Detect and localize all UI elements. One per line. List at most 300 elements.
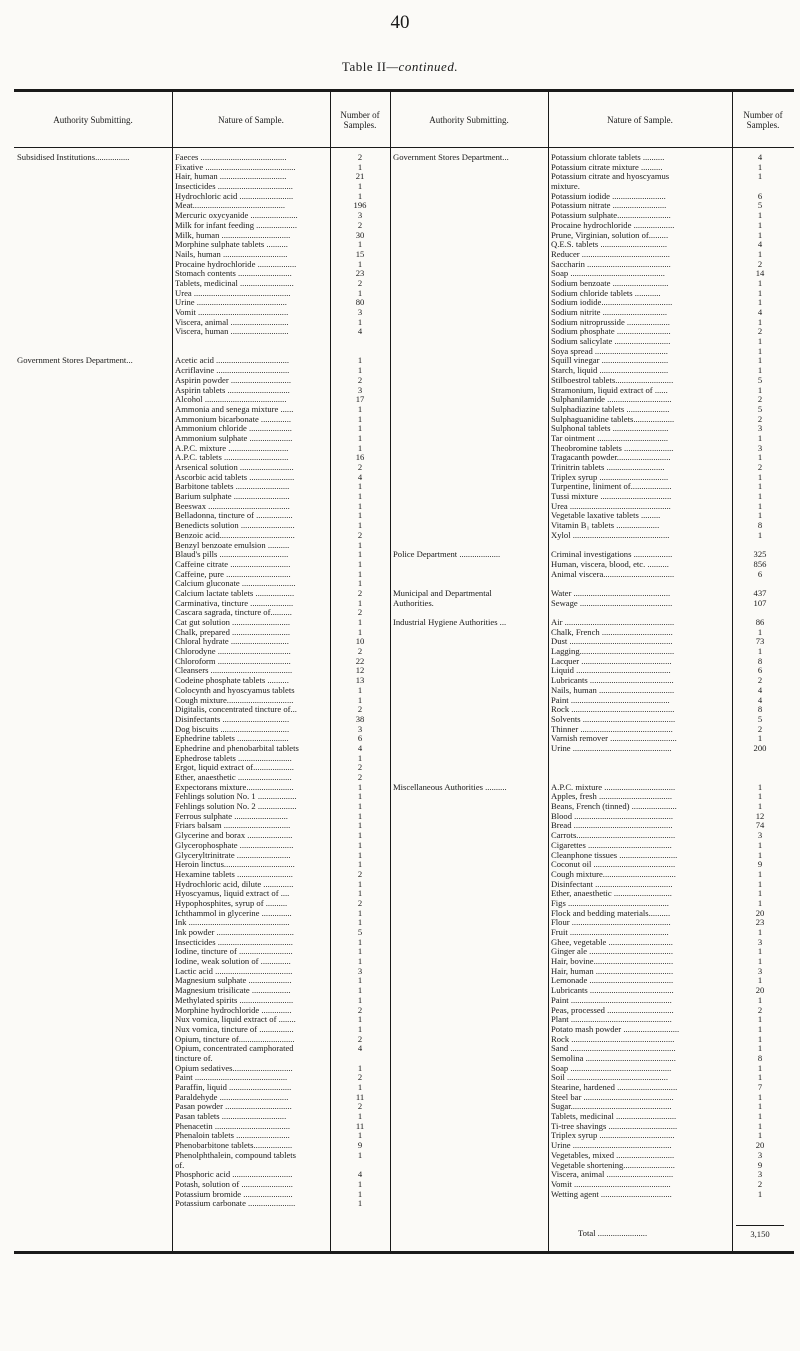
sample-name: Hair, human .................................... bbox=[551, 966, 674, 976]
sample-name: Sodium nitrite .............................. bbox=[551, 308, 668, 317]
sample-name: A.P.C. tablets .............................. bbox=[175, 453, 289, 463]
authority-spacer bbox=[17, 240, 171, 250]
sample-count: 1 bbox=[357, 288, 363, 298]
sample-name: Animal viscera................................. bbox=[551, 569, 675, 579]
sample-name: Paraldehyde ................................ bbox=[175, 1092, 289, 1102]
sample-name: Solvents ........................................... bbox=[551, 714, 676, 724]
authority-spacer bbox=[393, 492, 547, 502]
sample-name: Coconut oil ...................................... bbox=[551, 860, 676, 870]
sample-name: Tragacanth powder......................... bbox=[551, 453, 671, 463]
sample-name: Hair, bovine..................................... bbox=[551, 957, 674, 967]
authority-spacer bbox=[393, 269, 547, 279]
sample-count: 1 bbox=[757, 1034, 763, 1044]
sample-name: Potassium chlorate tablets .......... bbox=[551, 153, 665, 162]
sample-name: Stramonium, liquid extract of ...... bbox=[551, 385, 668, 395]
sample-count bbox=[330, 1054, 390, 1064]
authority-spacer bbox=[393, 201, 547, 211]
sample-name: Stomach contents ......................... bbox=[175, 269, 292, 279]
left-authority-column bbox=[17, 153, 171, 366]
sample-count: 2 bbox=[357, 530, 363, 540]
header-authority-left: Authority Submitting. bbox=[53, 115, 133, 125]
sample-count: 1 bbox=[357, 569, 363, 579]
sample-count: 1 bbox=[357, 182, 363, 192]
sample-name: Potato mash powder .......................... bbox=[551, 1024, 680, 1034]
sample-count bbox=[732, 608, 788, 618]
sample-count bbox=[330, 1161, 390, 1171]
sample-count: 1 bbox=[357, 521, 363, 531]
header-authority-right: Authority Submitting. bbox=[429, 115, 509, 125]
authority-spacer bbox=[393, 657, 547, 667]
sample-name: Triplex syrup ................................ bbox=[551, 472, 669, 482]
sample-count: 2 bbox=[757, 676, 763, 686]
sample-count: 6 bbox=[757, 191, 763, 201]
sample-count: 2 bbox=[757, 1179, 763, 1189]
sample-count: 1 bbox=[357, 782, 363, 792]
sample-name: Codeine phosphate tablets .......... bbox=[175, 676, 289, 686]
sample-name: Opium, tincture of.......................... bbox=[175, 1034, 295, 1044]
sample-count: 4 bbox=[357, 1170, 363, 1180]
sample-count: 1 bbox=[357, 356, 363, 366]
sample-count: 1 bbox=[757, 492, 763, 502]
sample-name: Vomit .......................................... bbox=[175, 308, 289, 317]
sample-count: 1 bbox=[757, 511, 763, 521]
sample-count: 1 bbox=[357, 753, 363, 763]
sample-name: Glyceryltrinitrate ......................... bbox=[175, 850, 291, 860]
authority-spacer bbox=[17, 163, 171, 173]
sample-name: Lubricants ....................................... bbox=[551, 676, 674, 686]
authority-spacer bbox=[393, 260, 547, 270]
authority-spacer bbox=[393, 415, 547, 425]
sample-name: Cascara sagrada, tincture of.......... bbox=[175, 608, 292, 618]
sample-count: 2 bbox=[357, 153, 363, 162]
sample-name: Procaine hydrochloride .................. bbox=[175, 259, 297, 269]
authority-spacer bbox=[393, 211, 547, 221]
sample-name: Sodium benzoate .......................... bbox=[551, 278, 669, 288]
sample-count bbox=[732, 754, 788, 764]
sample-count: 1 bbox=[757, 734, 763, 744]
header-number-right: Number of Samples. bbox=[743, 110, 783, 130]
sample-name: Milk, human ................................ bbox=[175, 230, 291, 240]
table-bottom-rule bbox=[14, 1251, 794, 1254]
sample-name: Alcohol ...................................... bbox=[175, 395, 287, 405]
sample-count: 1 bbox=[757, 530, 763, 540]
sample-count: 1 bbox=[357, 1083, 363, 1092]
authority-spacer bbox=[393, 172, 547, 182]
authority-spacer bbox=[393, 366, 547, 376]
sample-name: Hypophosphites, syrup of .......... bbox=[175, 898, 288, 908]
sample-name: Pasan tablets .............................. bbox=[175, 1112, 287, 1122]
sample-name: Ascorbic acid tablets ..................... bbox=[175, 472, 295, 482]
authority-spacer bbox=[393, 482, 547, 492]
sample-name: Insecticides ................................... bbox=[175, 182, 293, 192]
table-title-continued: —continued. bbox=[386, 59, 459, 74]
sample-count: 2 bbox=[757, 259, 763, 269]
authority-spacer bbox=[393, 279, 547, 289]
sample-count: 1 bbox=[757, 879, 763, 889]
sample-name: mixture. bbox=[551, 182, 580, 192]
authority-spacer bbox=[393, 521, 547, 531]
sample-count: 30 bbox=[355, 230, 365, 240]
sample-name: Blood .............................................. bbox=[551, 811, 673, 821]
left-sample-column bbox=[175, 153, 328, 1209]
sample-name bbox=[175, 347, 328, 357]
header-rule bbox=[14, 147, 794, 148]
sample-name: Viscera, animal ............................... bbox=[551, 1170, 674, 1180]
sample-count: 23 bbox=[355, 269, 365, 279]
sample-count: 3 bbox=[357, 211, 363, 221]
sample-name: Phenolphthalein, compound tablets bbox=[175, 1150, 297, 1160]
sample-name: Turpentine, liniment of................... bbox=[551, 482, 672, 492]
sample-count: 2 bbox=[357, 1073, 363, 1083]
sample-name bbox=[551, 773, 730, 783]
authority-spacer bbox=[17, 289, 171, 299]
authority-spacer bbox=[393, 715, 547, 725]
authority-spacer bbox=[393, 221, 547, 231]
sample-name: Lactic acid .................................... bbox=[175, 966, 293, 976]
sample-count: 1 bbox=[357, 947, 363, 957]
sample-name: Urea ............................................. bbox=[175, 288, 291, 298]
sample-name: Plant ............................................... bbox=[551, 1015, 672, 1025]
sample-name: Belladonna, tincture of ................. bbox=[175, 511, 293, 521]
sample-name: Nails, human .............................. bbox=[175, 249, 288, 259]
authority-spacer bbox=[393, 405, 547, 415]
sample-name: Hydrochloric acid, dilute .............. bbox=[175, 879, 294, 889]
sample-name: Tablets, medicinal ......................... bbox=[175, 278, 294, 288]
sample-name: Heroin linctus................................. bbox=[175, 860, 295, 870]
authority-spacer bbox=[393, 240, 547, 250]
table-top-rule bbox=[14, 89, 794, 92]
authority-spacer bbox=[393, 473, 547, 483]
sample-name: Calcium lactate tablets .................. bbox=[175, 588, 295, 598]
sample-name: Vegetables, mixed ........................... bbox=[551, 1150, 675, 1160]
authority-spacer bbox=[393, 647, 547, 657]
sample-name: Hexamine tablets .......................... bbox=[175, 869, 293, 879]
sample-name: Figs ............................................... bbox=[551, 898, 669, 908]
authority-spacer bbox=[17, 221, 171, 231]
authority-spacer bbox=[393, 744, 547, 754]
sample-count: 1 bbox=[757, 976, 763, 986]
authority-spacer bbox=[17, 182, 171, 192]
sample-count: 5 bbox=[757, 375, 763, 385]
sample-count bbox=[732, 773, 788, 783]
sample-name: Acetic acid .................................. bbox=[175, 356, 290, 366]
authority-spacer bbox=[393, 676, 547, 686]
authority-spacer bbox=[393, 463, 547, 473]
sample-name: Lacquer .......................................... bbox=[551, 656, 672, 666]
column-divider bbox=[548, 92, 549, 1251]
authority-spacer bbox=[393, 754, 547, 764]
sample-count: 1 bbox=[357, 1015, 363, 1025]
sample-name: Potassium carbonate ...................... bbox=[175, 1199, 296, 1209]
sample-count: 1 bbox=[757, 211, 763, 221]
sample-name: Ammonia and senega mixture ...... bbox=[175, 404, 294, 414]
sample-name: Urine .......................................... bbox=[175, 298, 287, 308]
sample-name: Ammonium sulphate .................... bbox=[175, 433, 293, 443]
sample-name: Procaine hydrochloride ................... bbox=[551, 220, 675, 230]
sample-count: 4 bbox=[757, 308, 763, 317]
sample-name: of. bbox=[175, 1160, 185, 1170]
sample-name: Aspirin tablets ............................. bbox=[175, 385, 290, 395]
sample-count: 6 bbox=[757, 666, 763, 676]
sample-count: 3 bbox=[757, 1150, 763, 1160]
table-title bbox=[0, 59, 800, 75]
sample-count: 1 bbox=[757, 957, 763, 967]
sample-count: 2 bbox=[757, 1005, 763, 1015]
sample-count: 2 bbox=[357, 1102, 363, 1112]
sample-count: 1 bbox=[357, 1199, 363, 1209]
sample-count: 1 bbox=[757, 647, 763, 657]
sample-count: 2 bbox=[757, 724, 763, 734]
sample-count: 1 bbox=[357, 821, 363, 831]
sample-count: 1 bbox=[757, 230, 763, 240]
sample-name: Potassium citrate and hyoscyamus bbox=[551, 172, 670, 182]
sample-name: Iodine, tincture of ......................... bbox=[175, 947, 293, 957]
sample-name: Magnesium sulphate .................... bbox=[175, 976, 292, 986]
authority-spacer bbox=[17, 318, 171, 328]
sample-name: Soya spread .................................. bbox=[551, 346, 668, 356]
sample-name: Ginger ale ....................................... bbox=[551, 947, 673, 957]
sample-name: Chalk, French ................................. bbox=[551, 627, 673, 637]
authority-spacer bbox=[393, 298, 547, 308]
authority-spacer bbox=[393, 376, 547, 386]
authority-spacer bbox=[393, 734, 547, 744]
sample-name: Friars balsam ............................... bbox=[175, 821, 291, 831]
sample-name: Sulphanilamide .............................. bbox=[551, 395, 672, 405]
sample-name: Blaud's pills ................................ bbox=[175, 550, 289, 560]
sample-count: 2 bbox=[357, 898, 363, 908]
sample-name: Opium sedatives............................ bbox=[175, 1063, 293, 1073]
sample-name bbox=[551, 579, 730, 589]
sample-count: 1 bbox=[357, 162, 363, 172]
sample-name: A.P.C. mixture ............................ bbox=[175, 443, 289, 453]
sample-name: Dust ................................................ bbox=[551, 637, 673, 647]
sample-count: 1 bbox=[357, 627, 363, 637]
sample-count: 21 bbox=[355, 172, 365, 182]
sample-name: Bread .............................................. bbox=[551, 821, 673, 831]
sample-count: 1 bbox=[757, 249, 763, 259]
sample-name: tincture of. bbox=[175, 1053, 213, 1063]
sample-name: Arsenical solution ......................... bbox=[175, 463, 294, 472]
sample-name: Stilboestrol tablets........................... bbox=[551, 375, 674, 385]
sample-count bbox=[330, 347, 390, 357]
sample-name: Sodium iodide................................. bbox=[551, 298, 673, 308]
sample-count: 196 bbox=[353, 201, 367, 211]
sample-count: 1 bbox=[757, 298, 763, 308]
authority-spacer bbox=[393, 628, 547, 638]
sample-count: 38 bbox=[355, 714, 365, 724]
sample-name: Cough mixture.................................. bbox=[551, 869, 676, 879]
sample-count: 4 bbox=[357, 472, 363, 482]
sample-name: Soap ............................................ bbox=[551, 269, 665, 279]
authority-spacer bbox=[17, 172, 171, 182]
authority-spacer bbox=[393, 637, 547, 647]
right-authority-column bbox=[393, 153, 547, 792]
sample-name: Aspirin powder ............................ bbox=[175, 375, 292, 385]
sample-name: Phenaloin tablets ......................... bbox=[175, 1131, 290, 1141]
sample-name: Ammonium chloride .................... bbox=[175, 424, 292, 434]
sample-count: 1 bbox=[357, 918, 363, 928]
sample-name: Cat gut solution ........................... bbox=[175, 618, 291, 627]
sample-name: Ergot, liquid extract of................... bbox=[175, 763, 294, 773]
authority-spacer bbox=[393, 531, 547, 541]
sample-count: 9 bbox=[357, 1141, 363, 1151]
authority-spacer bbox=[17, 298, 171, 308]
sample-count: 4 bbox=[757, 153, 763, 162]
sample-count: 2 bbox=[357, 608, 363, 618]
sample-name: Liquid ............................................ bbox=[551, 666, 671, 676]
right-number-column bbox=[732, 153, 788, 1199]
sample-count: 1 bbox=[757, 1131, 763, 1141]
sample-name: Stearine, hardened ............................ bbox=[551, 1083, 678, 1092]
sample-count: 11 bbox=[355, 1121, 365, 1131]
sample-count: 1 bbox=[757, 850, 763, 860]
sample-count: 1 bbox=[357, 792, 363, 802]
sample-name: Acriflavine .................................. bbox=[175, 366, 290, 376]
sample-count: 1 bbox=[357, 802, 363, 812]
sample-name: Flour .............................................. bbox=[551, 918, 671, 928]
sample-name: Ether, anaesthetic ........................... bbox=[551, 889, 672, 899]
sample-name: Semolina .......................................... bbox=[551, 1053, 676, 1063]
sample-count: 1 bbox=[357, 433, 363, 443]
sample-count: 2 bbox=[357, 375, 363, 385]
sample-name: Fixative .......................................... bbox=[175, 162, 296, 172]
sample-count: 2 bbox=[757, 327, 763, 337]
sample-count: 5 bbox=[357, 928, 363, 937]
sample-name bbox=[551, 754, 730, 764]
sample-name: Colocynth and hyoscyamus tablets bbox=[175, 685, 295, 695]
sample-name: Morphine hydrochloride .............. bbox=[175, 1005, 292, 1015]
sample-count: 1 bbox=[357, 511, 363, 521]
authority-spacer bbox=[393, 337, 547, 347]
sample-count: 1 bbox=[757, 220, 763, 230]
sample-count: 1 bbox=[357, 840, 363, 850]
authority-spacer bbox=[17, 308, 171, 318]
sample-count: 9 bbox=[757, 860, 763, 870]
sample-name: Viscera, human ........................... bbox=[175, 327, 289, 337]
sample-name: Disinfectant .................................... bbox=[551, 879, 673, 889]
table-title-main: Table II bbox=[341, 59, 387, 74]
sample-name: Caffeine, pure .............................. bbox=[175, 569, 291, 579]
sample-name bbox=[551, 763, 730, 773]
sample-count: 3 bbox=[357, 308, 363, 317]
sample-count: 1 bbox=[357, 501, 363, 511]
authority-spacer bbox=[17, 211, 171, 221]
sample-name: Water ............................................. bbox=[551, 588, 671, 598]
sample-count: 8 bbox=[757, 656, 763, 666]
sample-name: Benedicts solution ......................... bbox=[175, 521, 295, 531]
sample-name bbox=[175, 337, 328, 347]
sample-count: 9 bbox=[757, 1160, 763, 1170]
sample-count: 1 bbox=[357, 559, 363, 569]
sample-count: 1 bbox=[757, 1102, 763, 1112]
sample-name: Saccharin ....................................... bbox=[551, 259, 671, 269]
left-number-column bbox=[330, 153, 390, 1209]
sample-name: Ferrous sulphate ......................... bbox=[175, 811, 288, 821]
sample-name: Tar ointment ................................. bbox=[551, 433, 669, 443]
sample-count: 1 bbox=[757, 928, 763, 937]
sample-count: 6 bbox=[757, 569, 763, 579]
authority-spacer bbox=[393, 327, 547, 337]
sample-count: 1 bbox=[757, 1063, 763, 1073]
sample-count: 1 bbox=[757, 433, 763, 443]
sample-name: Varnish remover ............................... bbox=[551, 734, 677, 744]
sample-name: Theobromine tablets ....................... bbox=[551, 443, 674, 453]
sample-name: Wetting agent ................................. bbox=[551, 1189, 672, 1199]
sample-count: 16 bbox=[355, 453, 365, 463]
sample-count: 5 bbox=[757, 404, 763, 414]
sample-name: Beeswax ...................................... bbox=[175, 501, 290, 511]
authority-spacer bbox=[393, 395, 547, 405]
sample-count: 1 bbox=[357, 550, 363, 560]
sample-count: 1 bbox=[357, 957, 363, 967]
sample-name: A.P.C. mixture ................................. bbox=[551, 782, 676, 792]
sample-name bbox=[551, 608, 730, 618]
sample-count: 8 bbox=[757, 705, 763, 715]
sample-name: Ephedrine and phenobarbital tablets bbox=[175, 743, 299, 753]
sample-count: 1 bbox=[757, 346, 763, 356]
sample-count: 1 bbox=[757, 869, 763, 879]
sample-count: 80 bbox=[355, 298, 365, 308]
sample-count: 1 bbox=[357, 492, 363, 502]
sample-count: 1 bbox=[757, 898, 763, 908]
sample-count: 12 bbox=[755, 811, 765, 821]
sample-count: 3 bbox=[757, 443, 763, 453]
sample-name: Cigarettes ....................................... bbox=[551, 840, 672, 850]
sample-count: 1 bbox=[357, 414, 363, 424]
sample-name: Sulphaguanidine tablets................... bbox=[551, 414, 675, 424]
authority-spacer bbox=[393, 250, 547, 260]
sample-count: 4 bbox=[357, 743, 363, 753]
sample-count: 1 bbox=[357, 850, 363, 860]
sample-name: Ink ............................................... bbox=[175, 918, 290, 928]
sample-name: Sodium salicylate .......................... bbox=[551, 337, 671, 347]
sample-count: 3 bbox=[357, 724, 363, 734]
sample-name: Vegetable shortening........................ bbox=[551, 1160, 675, 1170]
sample-name: Ichthammol in glycerine .............. bbox=[175, 908, 292, 918]
sample-name: Phenacetin ................................... bbox=[175, 1121, 291, 1131]
sample-count: 5 bbox=[757, 714, 763, 724]
sample-name: Beans, French (tinned) ..................... bbox=[551, 802, 677, 812]
sample-name: Ti-tree shavings ................................ bbox=[551, 1121, 678, 1131]
sample-count: 1 bbox=[757, 278, 763, 288]
sample-name: Magnesium trisilicate .................. bbox=[175, 986, 291, 996]
sample-count: 12 bbox=[355, 666, 365, 676]
authority-spacer bbox=[393, 579, 547, 589]
sample-count: 4 bbox=[757, 685, 763, 695]
sample-name: Lagging............................................ bbox=[551, 647, 675, 657]
sample-count: 73 bbox=[755, 637, 765, 647]
sample-name: Trinitrin tablets ........................... bbox=[551, 463, 665, 472]
sample-count: 1 bbox=[757, 889, 763, 899]
sample-name: Barium sulphate .......................... bbox=[175, 492, 290, 502]
authority-name: Police Department ................... bbox=[393, 550, 501, 560]
sample-count: 4 bbox=[357, 1044, 363, 1054]
sample-count: 3 bbox=[757, 424, 763, 434]
sample-name: Faeces ........................................ bbox=[175, 153, 287, 162]
sample-count bbox=[732, 763, 788, 773]
right-sample-column bbox=[551, 153, 730, 1199]
sample-count: 1 bbox=[757, 1189, 763, 1199]
sample-count: 1 bbox=[357, 1189, 363, 1199]
sample-count: 1 bbox=[757, 356, 763, 366]
sample-count: 8 bbox=[757, 521, 763, 531]
sample-name: Urine .............................................. bbox=[551, 1141, 672, 1151]
sample-name: Caffeine citrate ............................ bbox=[175, 559, 291, 569]
authority-spacer bbox=[17, 327, 171, 337]
sample-count bbox=[732, 182, 788, 192]
sample-name: Mercuric oxycyanide ...................... bbox=[175, 211, 298, 221]
sample-name bbox=[551, 541, 730, 551]
